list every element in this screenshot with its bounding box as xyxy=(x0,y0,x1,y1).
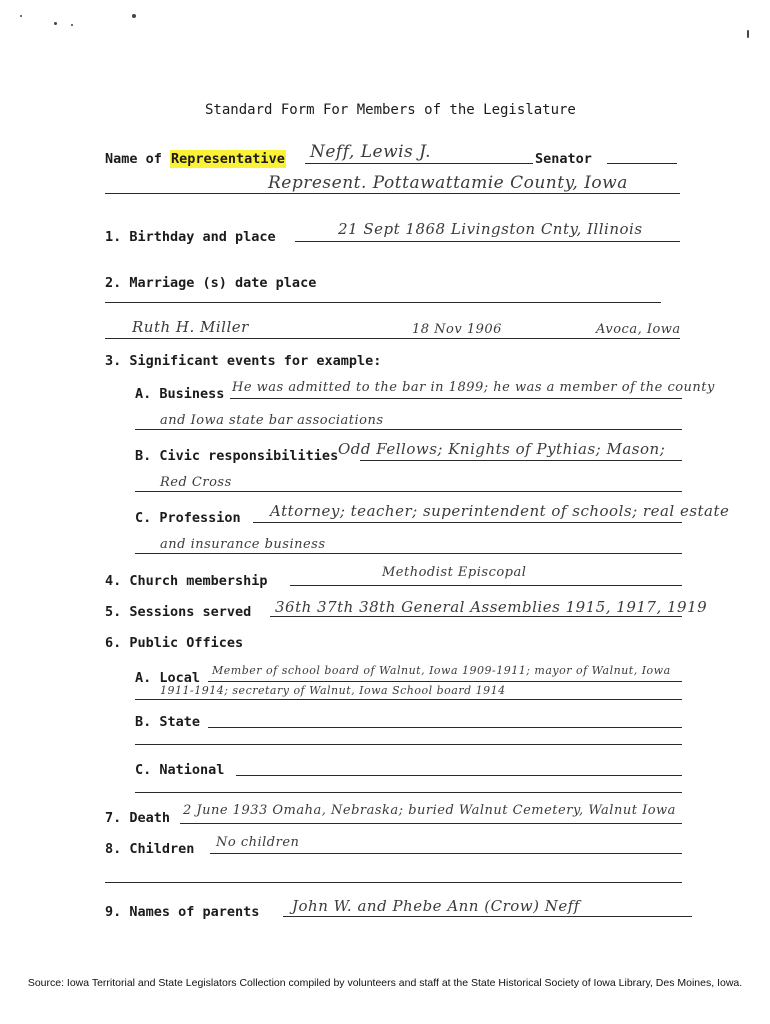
children-label: 8. Children xyxy=(105,841,195,857)
local-label: A. Local xyxy=(135,670,201,686)
local-value-1: Member of school board of Walnut, Iowa 1909-1911; mayor of Walnut, Iowa xyxy=(212,664,671,677)
form-title: Standard Form For Members of the Legislature xyxy=(205,102,576,118)
marriage-place: Avoca, Iowa xyxy=(596,322,681,337)
marriage-name: Ruth H. Miller xyxy=(132,318,249,336)
business-label: A. Business xyxy=(135,386,225,402)
national-line-1 xyxy=(236,775,682,776)
sessions-label: 5. Sessions served xyxy=(105,604,252,620)
marriage-line-2 xyxy=(105,338,680,339)
state-label: B. State xyxy=(135,714,201,730)
business-value-2: and Iowa state bar associations xyxy=(160,413,384,428)
national-label: C. National xyxy=(135,762,225,778)
church-line xyxy=(290,585,682,586)
state-line-2 xyxy=(135,744,682,745)
state-line-1 xyxy=(208,727,682,728)
representative-highlight: Representative xyxy=(171,151,285,167)
marriage-date: 18 Nov 1906 xyxy=(412,322,502,337)
birth-line xyxy=(295,241,680,242)
children-value: No children xyxy=(216,835,300,850)
death-line xyxy=(180,823,682,824)
sessions-line xyxy=(270,616,682,617)
marriage-line-1 xyxy=(105,302,661,303)
district-value: Represent. Pottawattamie County, Iowa xyxy=(268,173,628,193)
parents-value: John W. and Phebe Ann (Crow) Neff xyxy=(292,897,580,915)
source-caption: Source: Iowa Territorial and State Legislators Collection compiled by volunteers and staff at the State Historical Society of Iowa Library, Des Moines, Iowa. xyxy=(27,977,743,989)
local-value-2: 1911-1914; secretary of Walnut, Iowa School board 1914 xyxy=(160,684,506,697)
civic-value-1: Odd Fellows; Knights of Pythias; Mason; xyxy=(338,440,666,458)
scan-speck xyxy=(71,24,73,26)
events-label: 3. Significant events for example: xyxy=(105,353,382,369)
business-value-1: He was admitted to the bar in 1899; he was a member of the county xyxy=(232,380,715,395)
district-line xyxy=(105,193,680,194)
profession-line-2 xyxy=(135,553,682,554)
children-line-1 xyxy=(210,853,682,854)
local-line-2 xyxy=(135,699,682,700)
death-label: 7. Death xyxy=(105,810,171,826)
parents-line xyxy=(283,916,692,917)
church-label: 4. Church membership xyxy=(105,573,268,589)
business-line-2 xyxy=(135,429,682,430)
civic-line-1 xyxy=(360,460,682,461)
sessions-value: 36th 37th 38th General Assemblies 1915, 1917, 1919 xyxy=(275,598,708,616)
civic-label: B. Civic responsibilities xyxy=(135,448,339,464)
offices-label: 6. Public Offices xyxy=(105,635,244,651)
scan-speck xyxy=(54,22,57,25)
profession-label: C. Profession xyxy=(135,510,241,526)
marriage-label: 2. Marriage (s) date place xyxy=(105,275,317,291)
senator-line xyxy=(607,163,677,164)
name-label xyxy=(105,151,286,167)
profession-value-1: Attorney; teacher; superintendent of schools; real estate xyxy=(270,502,730,520)
name-value: Neff, Lewis J. xyxy=(310,142,432,162)
civic-line-2 xyxy=(135,491,682,492)
scan-speck xyxy=(20,15,22,17)
senator-label: Senator xyxy=(535,151,592,167)
parents-label: 9. Names of parents xyxy=(105,904,260,920)
business-line-1 xyxy=(230,398,682,399)
national-line-2 xyxy=(135,792,682,793)
name-line xyxy=(305,163,533,164)
church-value: Methodist Episcopal xyxy=(382,565,527,580)
birth-label: 1. Birthday and place xyxy=(105,229,276,245)
scan-speck xyxy=(747,30,749,38)
birth-value: 21 Sept 1868 Livingston Cnty, Illinois xyxy=(338,220,643,238)
local-line-1 xyxy=(208,681,682,682)
profession-line-1 xyxy=(253,522,682,523)
profession-value-2: and insurance business xyxy=(160,537,326,552)
civic-value-2: Red Cross xyxy=(160,475,232,490)
children-line-2 xyxy=(105,882,682,883)
scan-speck xyxy=(132,14,136,18)
death-value: 2 June 1933 Omaha, Nebraska; buried Walnut Cemetery, Walnut Iowa xyxy=(183,803,676,818)
name-label-prefix: Name of xyxy=(105,151,171,167)
